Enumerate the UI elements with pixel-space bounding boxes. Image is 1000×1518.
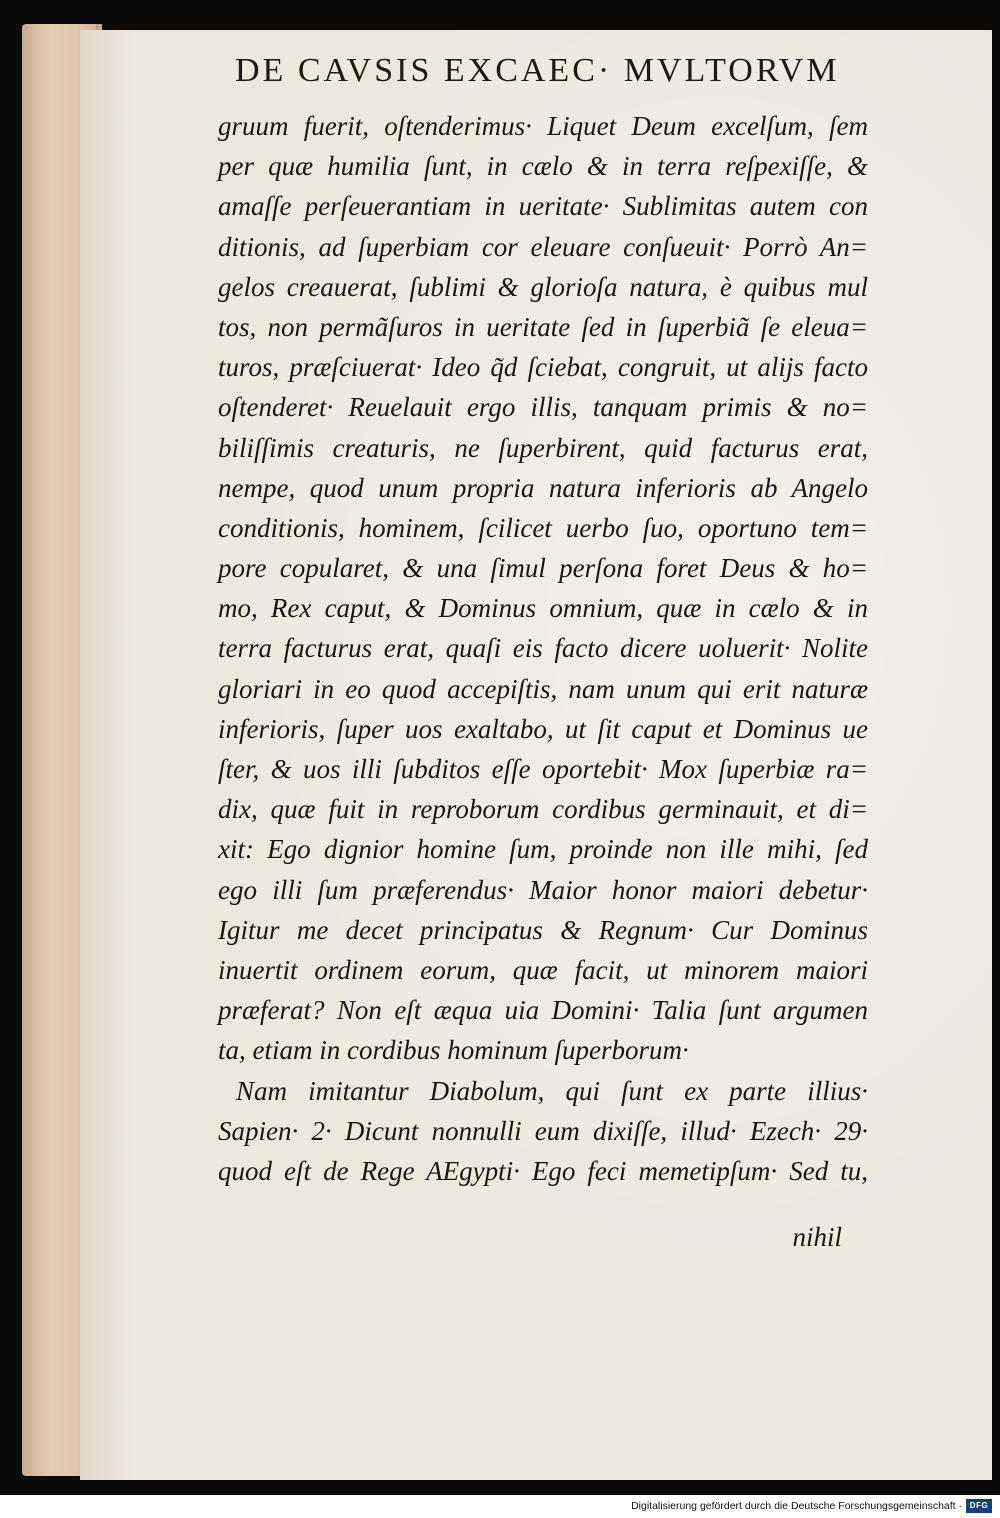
text-line: ſter, & uos illi ſubditos eſſe oportebit· Mox ſuperbiæ ra= — [218, 754, 868, 784]
text-line: inuertit ordinem eorum, quæ facit, ut minorem maiori — [218, 954, 868, 985]
dfg-logo-icon: DFG — [966, 1499, 992, 1513]
text-line: xit: Ego dignior homine ſum, proinde non ille mihi, ſed — [218, 834, 868, 865]
text-line: præferat? Non eſt æqua uia Domini· Talia ſunt argumen — [218, 995, 868, 1026]
text-line: per quæ humilia ſunt, in cælo & in terra reſpexiſſe, & — [218, 151, 868, 182]
body-text — [218, 106, 868, 1191]
text-line: nempe, quod unum propria natura inferioris ab Angelo — [218, 472, 868, 503]
text-line: ego illi ſum præferendus· Maior honor maiori debetur· — [218, 874, 868, 905]
text-line: pore copularet, & una ſimul perſona foret Deus & ho= — [218, 553, 868, 584]
running-head: DE CAVSIS EXCAEC· MVLTORVM — [235, 52, 840, 89]
text-line: Igitur me decet principatus & Regnum· Cur Dominus — [218, 914, 868, 945]
text-line: ta, etiam in cordibus hominum ſuperborum· — [218, 1035, 689, 1066]
text-line: gloriari in eo quod accepiſtis, nam unum qui erit naturæ — [218, 673, 868, 704]
text-line: gelos creauerat, ſublimi & glorioſa natura, è quibus mul — [218, 271, 868, 302]
text-line: terra facturus erat, quaſi eis facto dicere uoluerit· Nolite — [218, 633, 868, 664]
text-line: gruum fuerit, oſtenderimus· Liquet Deum excelſum, ſem — [218, 111, 868, 141]
catchword: nihil — [792, 1222, 842, 1252]
text-line: conditionis, hominem, ſcilicet uerbo ſuo, oportuno tem= — [218, 512, 868, 543]
text-line: Nam imitantur Diabolum, qui ſunt ex parte illius· — [236, 1075, 868, 1106]
text-line: tos, non permãſuros in ueritate ſed in ſuperbiã ſe eleua= — [218, 311, 868, 342]
text-line: quod eſt de Rege AEgypti· Ego feci memetipſum· Sed tu, — [218, 1155, 868, 1186]
footer-credit: Digitalisierung gefördert durch die Deutsche Forschungsgemeinschaft · — [631, 1500, 962, 1512]
text-line: biliſſimis creaturis, ne ſuperbirent, quid facturus erat, — [218, 432, 868, 463]
text-line: mo, Rex caput, & Dominus omnium, quæ in cælo & in — [218, 593, 868, 624]
footer-bar — [0, 1495, 1000, 1518]
text-line: turos, præſciuerat· Ideo q̃d ſciebat, congruit, ut alijs facto — [218, 352, 868, 383]
text-line: amaſſe perſeuerantiam in ueritate· Sublimitas autem con — [218, 191, 868, 222]
text-line: inferioris, ſuper uos exaltabo, ut ſit caput et Dominus ue — [218, 713, 868, 744]
text-line: dix, quæ fuit in reproborum cordibus germinauit, et di= — [218, 794, 868, 825]
text-line: ditionis, ad ſuperbiam cor eleuare conſueuit· Porrò An= — [218, 231, 868, 262]
text-line: oſtenderet· Reuelauit ergo illis, tanquam primis & no= — [218, 392, 868, 423]
text-line: Sapien· 2· Dicunt nonnulli eum dixiſſe, illud· Ezech· 29· — [218, 1115, 868, 1146]
